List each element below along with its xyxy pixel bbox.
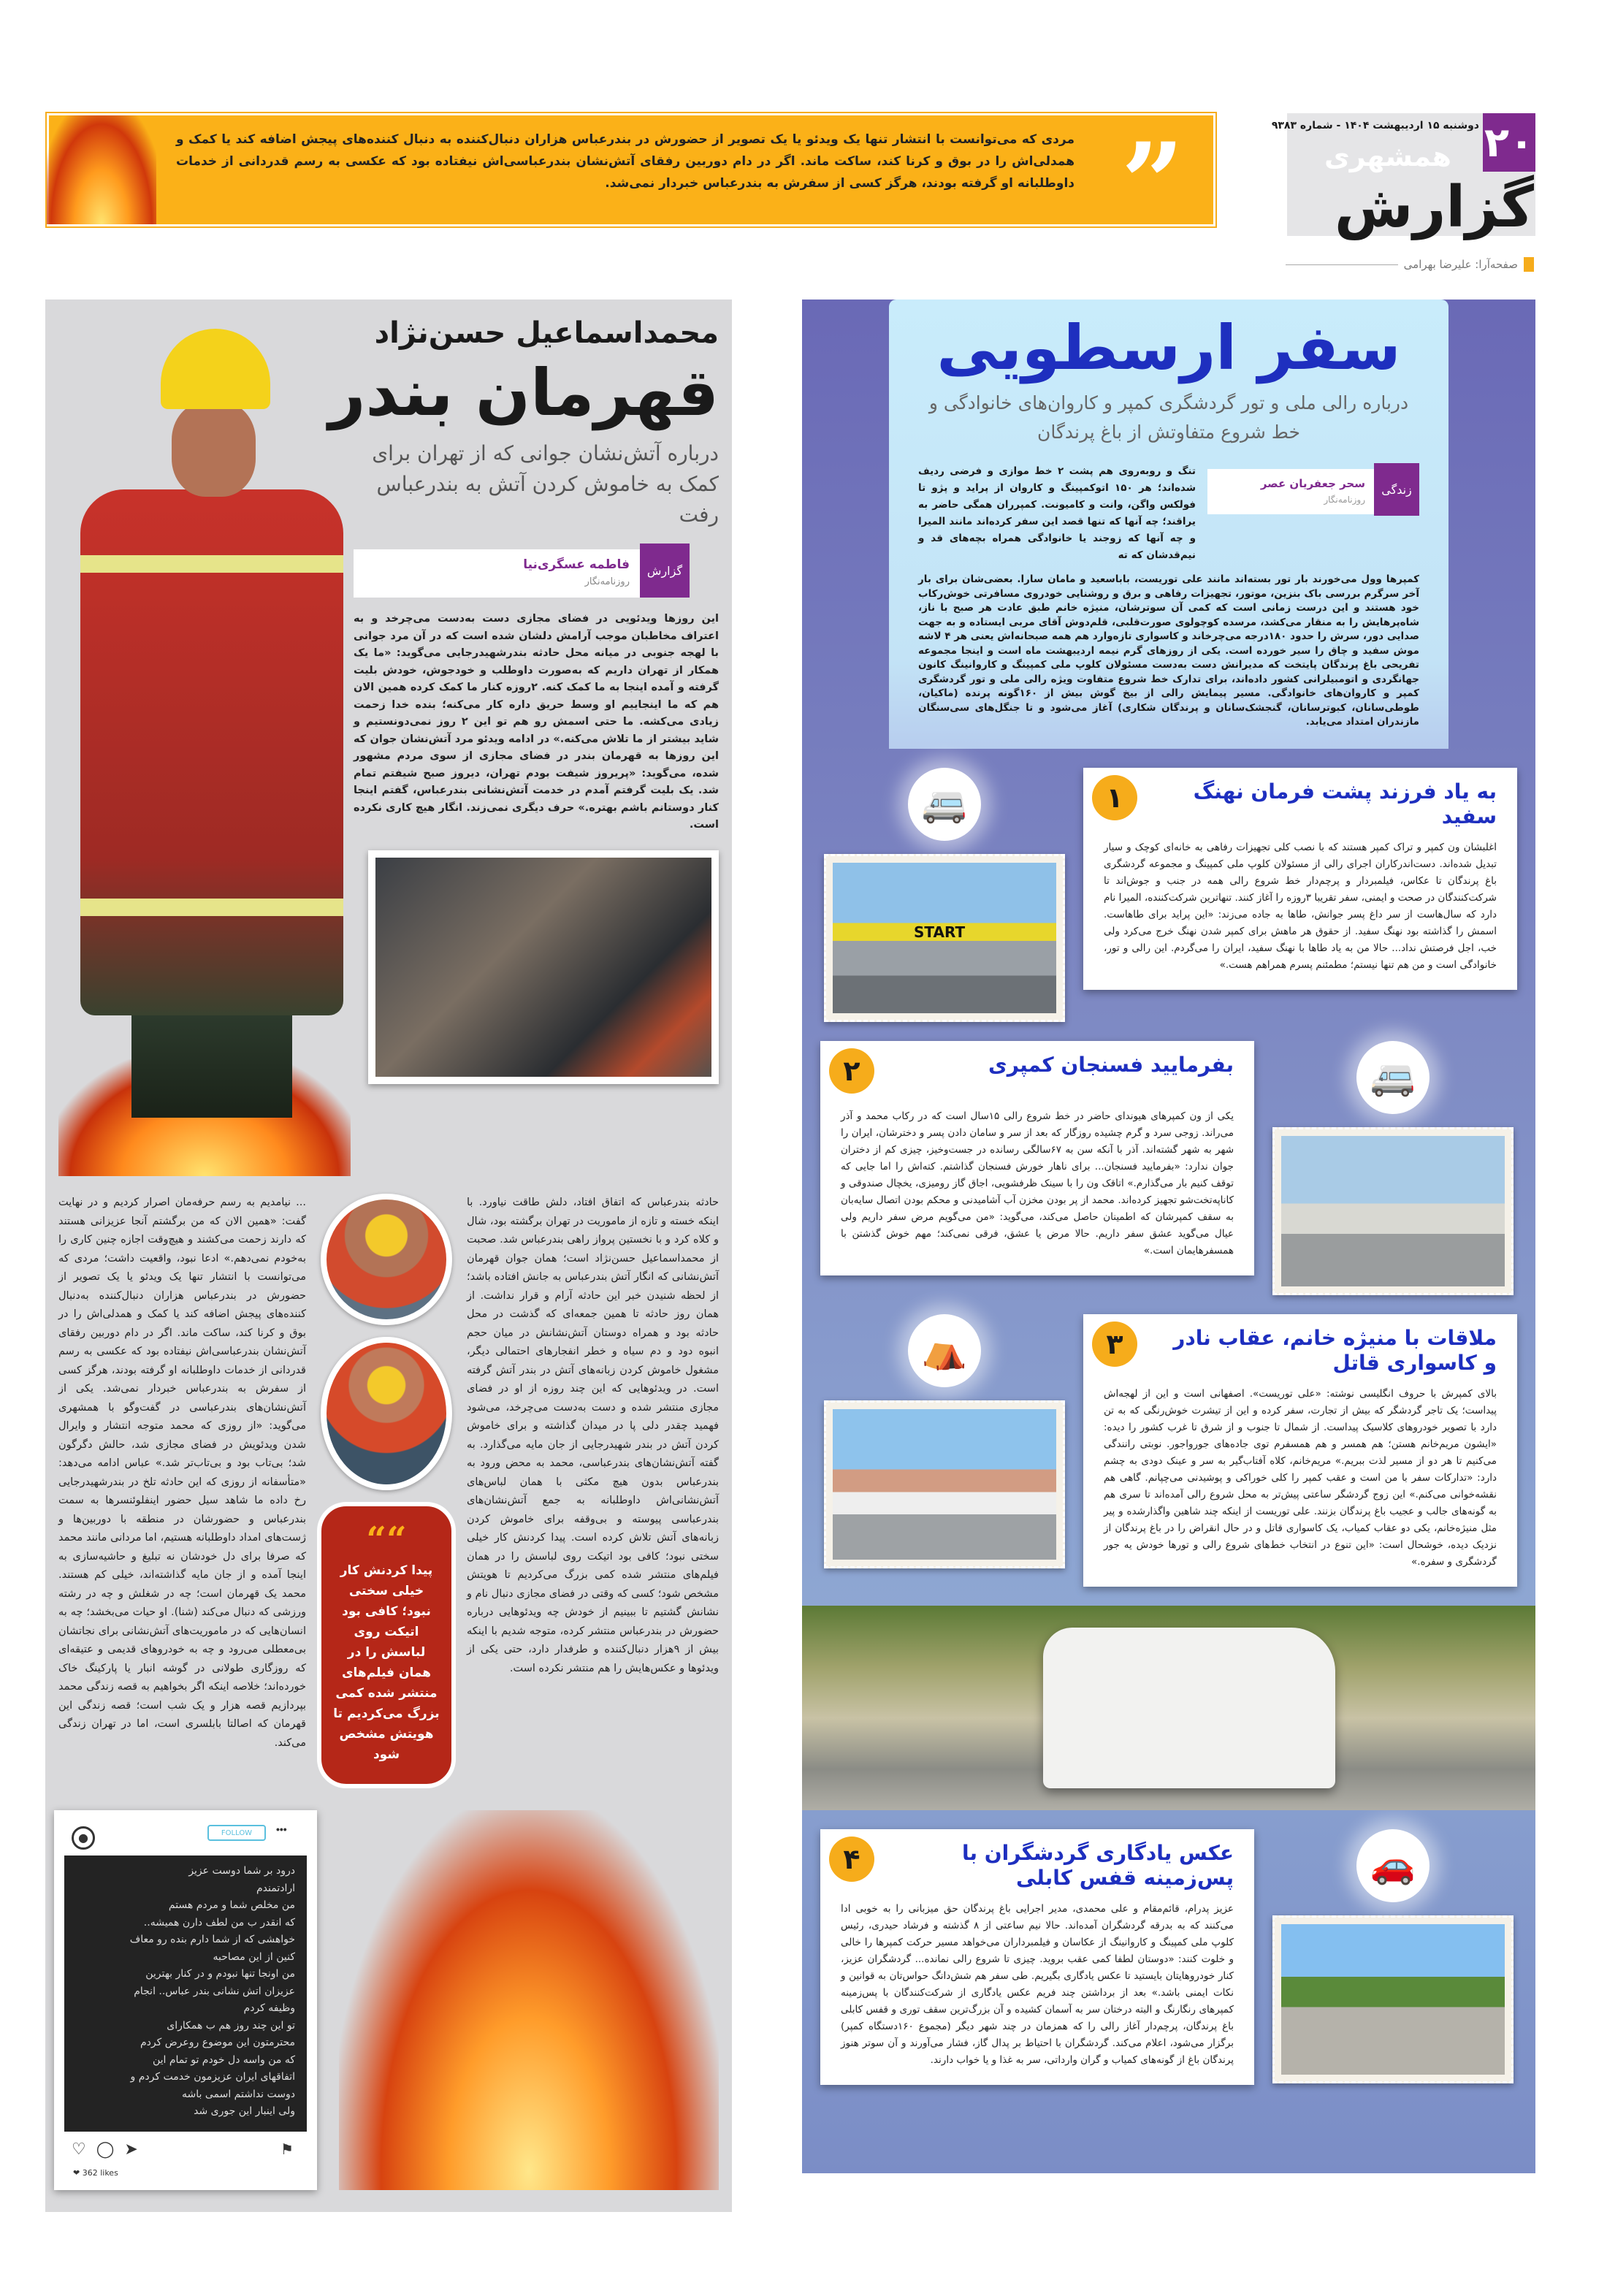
byline-tag: گزارش: [640, 544, 690, 598]
section-heading: ملاقات با منیژه خانم، عقاب نادر و کاسواری قاتل: [1173, 1325, 1497, 1375]
section-text: بالای کمپرش با حروف انگلیسی نوشته: «علی توریست». اصفهانی است و این از لهجه‌اش پیداست؛ یک تاجر گردشگر که بیش از تجارت، سفر کرده و این از تیشرت خوش‌رنگی که به تن دارد با تصویر خودروهای کلاسیک پیداست. از شمال تا جنوب و از شرق تا غرب کشور را دیده: «ایشون مریم‌خانم هستن؛ هم همسر و هم همسفرم توی جاده‌های جورواجور. نوبتی رانندگی می‌کنیم تا هر دو از مسیر لذت ببریم.» مریم‌خانم، کلاه آفتاب‌گیر به سر و عینک دودی به چشم دارد: «تدارکات سفر با من است و عقب کمپر را کلی خوراکی و پوشیدنی می‌چپانم. گاهی هم نقشه‌خوانی می‌کنم.» این زوج گردشگر ساعتی پیش‌تر به محل شروع رالی آمده‌اند تا سری هم به گونه‌های جالب و عجیب باغ پرندگان بزنند. علی توریست از اینکه چند شاهین واگذارشده و پیر مثل منیژه‌خانم، یکی دو عقاب کمیاب، یک کاسواری قاتل و در حال انقراض را در باغ پرندگان از نزدیک دیده، خوشحال است: «این تنوع در انتخاب خط‌های شروع رالی و تورها خودش یه جور گردشگری و سفره.»: [1104, 1387, 1497, 1568]
right-article: [802, 300, 1535, 2173]
photo-column: [820, 768, 1069, 1022]
post-line: عزیزان اتش نشانی بندر عباس.. انجام: [134, 1985, 295, 1997]
article-kicker: محمداسماعیل حسن‌نژاد: [374, 316, 719, 350]
share-icon[interactable]: ➤: [124, 2140, 138, 2159]
byline-box: [354, 549, 690, 598]
pull-quote-text: پیدا کردنش کار خیلی سختی نبود؛ کافی بود اتیکت روی لباسش را در همان فیلم‌های منتشر شده کمی بزرگ می‌کردیم تا هویتش مشخص شود: [333, 1563, 440, 1762]
caravan-icon: 🚐: [908, 768, 981, 841]
left-article: [45, 300, 732, 2212]
newspaper-logo: همشهری: [1324, 140, 1452, 172]
photo-content: [833, 1409, 1056, 1560]
section-text: اغلبشان ون کمپر و تراک کمپر هستند که با نصب کلی تجهیزات رفاهی به خانه‌ای کوچک و سیار تبدیل شده‌اند. دست‌اندرکاران اجرای رالی از مسئولان کلوپ ملی کمپینگ و مجموعه گردشگری باغ پرندگان تا عکاس، فیلمبردار و پرچم‌دار خط شروع رالی همه در جنب و جوش‌اند تا شرکت‌کنندگان در صحت و ایمنی، سفر تقریبا ۳روزه را آغاز کنند. تنهاترین شرکت‌کننده، المیرا نام دارد که سال‌هاست از سر داغ پسر جوانش، طاها به جاده می‌زند: «این پراید برای طاهاست. اسمش را گذاشته بود نهنگ سفید. از حقوق هر ماهش برای کمپر شدن نهنگ خرج می‌کرد ولی خب، اجل فرصتش نداد... حالا من به یاد طاها با نهنگ سفید، ایران را می‌گردم. این رالی و تور، خانوادگی است و من هم تنها نیستم؛ مطمئنم پسرم همراهم هست.»: [1104, 841, 1497, 971]
section-title: گزارش: [1334, 175, 1534, 240]
photo-column: [317, 1194, 456, 1788]
post-line: من مخلص شما و مردم هستم: [168, 1899, 295, 1911]
post-line: درود بر شما دوست عزیز: [188, 1865, 295, 1877]
lead-text-top: تنگ و روبه‌روی هم پشت ۲ خط موازی و فرضی ردیف شده‌اند؛ هر ۱۵۰ اتوکمپینگ و کاروان از پراید و پژو تا فولکس واگن، وانت و کامیونت. کمپرران همگی حاضر به یراقند؛ چه آنها که تنها قصد این سفر کرده‌اند مانند المیرا و چه آنها که زوجند یا خانوادگی همراه بچه‌های قد و نیم‌قدشان که ته: [918, 465, 1196, 561]
banner-quote-text: مردی که می‌توانست با انتشار تنها یک ویدئو یا یک تصویر از حضورش در بندرعباس هزاران دنبال‌کننده به دنبال کننده‌های پیجش اضافه کند یا کمک و همدلی‌اش را در بوق و کرنا کند، ساکت ماند. اگر در دام دوربین رفقای آتش‌نشان بندرعباسی‌اش نیفتاده بود که عکسی به رسم قدردانی از خدمات داوطلبانه او گرفته بودند، هرگز کسی از سفرش به بندرعباس خبردار نمی‌شد.: [176, 132, 1074, 191]
body-column-right: حادثه بندرعباس که اتفاق افتاد، دلش طاقت نیاورد. با اینکه خسته و تازه از ماموریت در تهران برگشته بود، شال و کلاه کرد و با نخستین پرواز راهی بندرعباس شد. صحبت از محمداسماعیل حسن‌نژاد است؛ همان جوان قهرمان آتش‌نشانی که انگار آتش بندرعباس به جانش افتاده باشد؛ از لحظه شنیدن خبر این حادثه آرام و قرار نداشت. از همان روز حادثه تا همین جمعه‌ای که گذشت در محل حادثه بود و همراه دوستان آتش‌نشانش در میان حجم انبوه دود و دم سیاه و خطر انفجارهای احتمالی دیگر، مشغول خاموش کردن زبانه‌های آتش در بندر آتش گرفته است. در ویدئوهایی که این چند روزه از او در فضای مجازی منتشر شده و دست به‌دست می‌چرخد، می‌شود فهمید چقدر دلی پا در میدان گذاشته و برای خاموش کردن آتش در بندر شهیدرجایی از جان مایه می‌گذارد. به گفته آتش‌نشان‌های بندرعباسی، محمد به محض ورود به بندرعباس بدون هیچ مکثی با همان لباس‌های آتش‌نشانی‌اش داوطلبانه به جمع آتش‌نشان‌های بندرعباسی پیوسته و بی‌وقفه برای خاموش کردن زبانه‌های آتش تلاش کرده است. پیدا کردنش کار خیلی سختی نبود؛ کافی بود اتیکت روی لباسش را در همان فیلم‌های منتشر شده کمی بزرگ می‌کردیم تا هویتش مشخص شود؛ کسی که وقتی در فضای مجازی دنبال نام و نشانش گشتیم تا ببینیم از خودش چه ویدئوهایی درباره حضورش در بندرعباس منتشر کرده، متوجه شدیم با اینکه بیش از ۹هزار دنبال‌کننده و طرفدار دارد، حتی یکی از ویدئوها و عکس‌هایش را هم منتشر نکرده است.: [467, 1197, 719, 1674]
camper-vehicle: [1043, 1628, 1335, 1788]
article-title: سفر ارسطویی: [936, 312, 1401, 384]
white-camper-photo: [802, 1606, 1535, 1810]
article-body-row: [58, 1194, 719, 1788]
lead-text: کمپرها وول می‌خورند بار تور بسته‌اند مانند علی توریست، باباسعید و مامان سارا. بعضی‌شان برای بار آخر سرگرم بررسی باک بنزین، موتور، تجهیزات رفاهی و برق و روشنایی خودروی مسافرتی خوش‌رکاب خود هستند و این درست زمانی است که کمی آن سوترشان، منیژه خانم طبق عادت هر صبح با ناز، شاه‌پرهایش را به منقار می‌کشد، مرسده کوچولوی صورت‌قلبی، قلم‌دوش آقای مربی ایستاده و به جهت صدایی دور، سرش را حدود ۱۸۰درجه می‌چرخاند و کاسواری تازه‌وارد هم همه صبحانه‌اش یعنی هر ۴ لاشه موش سفید و چاق را سیر خورده است. یکی از روزهای گرم نیمه اردیبهشت ماه است و اینجا مجموعه تفریحی باغ پرندگان پایتخت که مدیرانش دست به‌دست مسئولان کلوپ ملی کمپینگ و کاروانینگ کانون جهانگردی و اتومبیلرانی کشور داده‌اند، برای تدارک خط شروع متفاوت ویژه رالی ملی و تور گردشگری کمپر و کاروان‌های خانوادگی. مسیر پیمایش رالی از بیخ گوش بیش از ۱۶۰گونه پرنده (ماکیان، طوطی‌سانان، کبوترسانان، گنجشک‌سانان و پرندگان شکاری) آغاز می‌شود و تا جنگل‌های سی‌سنگان مازندران امتداد می‌یابد.: [918, 573, 1420, 728]
section-number-badge: ۴: [829, 1837, 874, 1882]
fire-image: [47, 115, 156, 224]
reflective-stripe: [80, 899, 343, 916]
fire-scene-photo: [368, 850, 719, 1084]
page-number: ۲۰: [1483, 113, 1535, 172]
follow-button[interactable]: FOLLOW: [207, 1825, 266, 1841]
section-row-4: [820, 1829, 1517, 2085]
post-line: کنین از این مصاحبه: [213, 1950, 295, 1963]
byline: [1207, 463, 1419, 516]
byline-tag: زندگی: [1374, 463, 1419, 516]
post-line: تو این چند روز هم ب همکارای: [167, 2019, 295, 2032]
photo-column: [820, 1314, 1069, 1568]
article-head: [328, 314, 719, 1084]
flames-image: [339, 1810, 719, 2190]
section-heading: بفرمایید فسنجان کمپری: [988, 1052, 1234, 1077]
instagram-post: [54, 1810, 317, 2190]
campers-lineup-photo: [1272, 1127, 1514, 1295]
likes-count: ❤ 362 likes: [73, 2168, 118, 2178]
post-line: خواهشی که از شما دارم بنده رو معاف: [129, 1934, 295, 1945]
post-line: ولی اینبار این جوری شد: [194, 2105, 295, 2117]
credit-marker-icon: [1524, 257, 1534, 272]
photo-column: [1269, 1829, 1517, 2083]
author-role: روزنامه‌نگار: [584, 576, 630, 587]
section-note-3: [1083, 1314, 1517, 1587]
heart-icon[interactable]: ♡: [72, 2140, 86, 2159]
article-bottom-row: [58, 1810, 719, 2190]
likes-text: 362 likes: [82, 2168, 118, 2178]
pull-quote-bubble: [317, 1502, 456, 1788]
group-photo-vans: [1272, 1915, 1514, 2083]
section-text: یکی از ون کمپرهای هیوندای حاضر در خط شروع رالی ۱۵سال است که در رکاب محمد و آذر می‌راند. زوجی سرد و گرم چشیده روزگار که بعد از سر و سامان دادن پسر و دخترشان، ایران را شهر به شهر گشته‌اند. آذر با آنکه سن به ۶۷سالگی رسانده در جست‌وخیز، چیزی کم از دختران جوان ندارد: «بفرمایید فسنجان... برای ناهار خورش فسنجان گذاشتم. کته‌اش را اما جایی که توقف کنیم بار می‌گذارم.» اتاقک ون را با سینک ظرفشویی، اجاق گاز رومیزی، یخچال صندوقی و کاناپه‌تخت‌شو تجهیز کرده‌اند. محمد از پر بودن مخزن آب آشامیدنی و محکم بودن اتصال سایه‌بان به سقف کمپرشان که اطمینان حاصل می‌کند، می‌گوید: «من می‌گویم مرض سفر داریم ولی عیال می‌گوید عشق سفر داریم. حالا مرض یا عشق، فرقی نمی‌کند؛ مهم خوش گذشتن با همسفرهایمان است.»: [841, 1110, 1234, 1256]
post-actions: [72, 2140, 138, 2159]
parking-lot-photo: [824, 1400, 1065, 1568]
photo-content: [375, 858, 711, 1077]
section-heading: به یاد فرزند پشت فرمان نهنگ سفید: [1193, 779, 1497, 828]
section-row-3: [820, 1314, 1517, 1587]
author-name: فاطمه عسگری‌نیا: [523, 557, 630, 572]
post-line: من اونجا تنها نبودم و در کنار بهترین: [145, 1968, 295, 1980]
firefighter-photo: [58, 314, 351, 1176]
layout-credit-text: صفحه‌آرا: علیرضا بهرامی: [1403, 258, 1518, 271]
helmet: [161, 329, 270, 409]
article-subtitle: درباره آتش‌نشان جوانی که از تهران برای کمک به خاموش کردن آتش به بندرعباس رفت: [372, 441, 719, 527]
post-content: [64, 1856, 307, 2132]
lead-row: [918, 463, 1419, 564]
start-arch-photo: [824, 854, 1065, 1022]
author-role: روزنامه‌نگار: [1324, 495, 1365, 505]
byline: [354, 544, 690, 598]
article-subtitle: درباره رالی ملی و تور گردشگری کمپر و کاروان‌های خانوادگی و خط شروع متفاوتش از باغ پرندگان: [928, 392, 1409, 443]
post-line: دوست نداشتم اسمی باشه: [181, 2088, 295, 2100]
section-note-2: [820, 1041, 1254, 1275]
article-intro: این روزها ویدئویی در فضای مجازی دست به‌دست می‌چرخد و به اعتراف مخاطبان موجب آرامش دلشان شده است که در آن مرد جوانی با لهجه جنوبی در میانه محل حادثه بندرشهیدرجایی می‌گوید: «ما یک همکار از تهران داریم که به‌صورت داوطلب و خودجوش، خودش بلیت گرفته و آمده اینجا به ما کمک کنه. ۲روزه کنار ما کمک کرده همین الان هم که ما اینجاییم او وسط حریق داره کار می‌کنه؛ بنده خدا زحمت زیادی می‌کشه. ما حتی اسمش رو هم تو این ۲ روز نمی‌دونستیم و شاید بیشتر از ما تلاش می‌کنه.» در ادامه ویدئو مرد آتش‌نشان جوان که این روزها به قهرمان بندر در فضای مجازی از سوی مردم مشهور شده، می‌گوید: «پریروز شیفت بودم تهران، دیروز صبح شیفتم تمام شد. یک بلیت گرفتم آمدم در خدمت آتش‌نشانی بندرعباس، گفتم اینجا کنار دوستانم باشم بهتره.» حرف دیگری نمی‌زند. انگار هیچ کاری نکرده است.: [354, 613, 719, 831]
section-note-4: [820, 1829, 1254, 2085]
intro-card: [889, 300, 1448, 749]
bookmark-icon[interactable]: ⚑: [280, 2142, 294, 2158]
photo-content: [1281, 1924, 1505, 2075]
avatar-icon: ●: [72, 1826, 95, 1850]
more-options-icon[interactable]: •••: [276, 1823, 287, 1835]
firefighter-boots: [131, 1015, 292, 1118]
photo-column: [1269, 1041, 1517, 1295]
reflective-stripe: [80, 555, 343, 573]
section-number-badge: ۲: [829, 1048, 874, 1094]
section-number-badge: ۳: [1092, 1321, 1137, 1367]
section-row-2: [820, 1041, 1517, 1295]
section-row-1: [820, 768, 1517, 1022]
layout-credit: [1286, 257, 1534, 272]
quote-banner: [47, 113, 1215, 248]
start-sign-text: START: [914, 923, 966, 941]
section-number-badge: ۱: [1092, 775, 1137, 820]
firefighter-action-photo: [321, 1337, 452, 1490]
date-issue: دوشنبه ۱۵ اردیبهشت ۱۴۰۴ - شماره ۹۳۸۳: [1271, 120, 1479, 131]
post-line: که من واسه دل خودم تو تمام این: [152, 2053, 295, 2066]
section-heading: عکس یادگاری گردشگران با پس‌زمینه قفس کابلی: [961, 1840, 1234, 1890]
post-line: وظیفه کردم: [243, 2002, 295, 2014]
firefighter-portrait-photo: [321, 1194, 452, 1325]
author-name: سحر جعفریان عصر: [1260, 477, 1365, 490]
post-line: محترمتون این موضوع روعرض کردم: [140, 2037, 295, 2048]
post-line: اتفاقهای ایران عزیزمون خدمت کردم و: [130, 2071, 295, 2083]
section-note-1: [1083, 768, 1517, 990]
article-title: قهرمان بندر: [328, 355, 719, 430]
post-line: که انقدر ب من لطف دارن همیشه..: [143, 1916, 295, 1929]
article-head-row: [58, 314, 719, 1176]
photo-content: [1281, 1136, 1505, 1286]
post-line: ارادتمندم: [256, 1882, 295, 1894]
firefighter-face: [172, 402, 256, 497]
comment-icon[interactable]: ◯: [96, 2140, 115, 2159]
forest-tent-icon: ⛺: [908, 1314, 981, 1387]
body-column-left: ... نیامدیم به رسم حرفه‌مان اصرار کردیم و در نهایت گفت: «همین الان که من برگشتم آنجا عزیزانی هستند که دارند زحمت می‌کشند و هیچ‌وقت اجازه چنین کاری را به‌خودم نمی‌دهم.» ادعا نبود، واقعیت داشت؛ مردی که می‌توانست با انتشار تنها یک ویدئو یا یک تصویر از حضورش در بندرعباس هزاران دنبال‌کننده به‌دنبال کننده‌های پیجش اضافه کند یا کمک و همدلی‌اش را در بوق و کرنا کند، ساکت ماند. اگر در دام دوربین رفقای آتش‌نشان بندرعباسی‌اش نیفتاده بود که عکسی به رسم قدردانی از خدمات داوطلبانه او گرفته بودند، هرگز کسی از سفرش به بندرعباس خبردار نمی‌شد. یکی از آتش‌نشان‌های بندرعباسی در گفت‌وگو با همشهری می‌گوید: «از روزی که محمد متوجه انتشار و وایرال شدن ویدئویش در فضای مجازی شد، حالش دگرگون شد؛ بی‌تاب بود و بی‌تاب‌تر شد.» عباس ادامه می‌دهد: «متأسفانه از روزی که این حادثه تلخ در بندرشهیدرجایی رخ داده ما شاهد سیل حضور اینفلوئنسرها به سمت بندرعباس و حضورشان در منطقه با دوربین‌ها و ژست‌های امداد داوطلبانه هستیم، اما مردانی مانند محمد که صرفا برای دل خودشان نه تبلیغ و حاشیه‌سازی به اینجا آمده و از جان مایه گذاشته‌اند، خیلی کم هستند. محمد یک قهرمان است؛ چه در شغلش و چه در رشته ورزشی که دنبال می‌کند (شنا). او حیات می‌بخشد؛ چه به انسان‌هایی که در ماموریت‌های آتش‌نشانی برای نجاتشان بی‌معطلی می‌رود و چه به خودروهای قدیمی و عتیقه‌ای که روزگاری طولانی در گوشه انبار یا پارکینگ خاک خورده‌اند؛ خلاصه اینکه اگر بخواهیم به قصه زندگی محمد بپردازیم قصه هزار و یک شب است؛ قصه زندگی این قهرمان که اصالتا بابلسری است، اما در تهران زندگی می‌کند.: [58, 1197, 306, 1749]
divider: [1286, 264, 1398, 265]
quote-mark-icon: ”: [1121, 119, 1184, 248]
quote-mark-icon: ““: [366, 1519, 407, 1560]
car-trailer-icon: 🚗: [1356, 1829, 1429, 1902]
camper-van-icon: 🚐: [1356, 1041, 1429, 1114]
section-text: عزیز پدرام، قائم‌مقام و علی محمدی، مدیر اجرایی باغ پرندگان حق میزبانی را به خوبی ادا می‌کنند که به بدرقه گردشگران آمده‌اند. حالا نیم ساعتی از ۸ گذشته و فرشاد حیدری، رئیس کلوپ ملی کمپینگ و کاروانینگ از عکاسان و فیلمبرداران می‌خواهد مسیر حرکت کمپرها را خالی و خلوت کنند: «دوستان لطفا کمی عقب بروید. چیزی تا شروع رالی نمانده... گردشگران عزیز، کنار خودروهایتان بایستید تا عکس یادگاری بگیریم. طی سفر هم شش‌دانگ حواس‌تان به قوانین و نکات ایمنی باشد.» بعد از برداشتن چند فریم عکس یادگاری از شرکت‌کنندگان با پس‌زمینه کمپرهای رنگارنگ و البته درختان سر به آسمان کشیده و آن بزرگ‌ترین سقف توری و قفس کابلی باغ پرندگان، پرچم‌دار آغاز رالی را که همزمان در چند شهر دیگر (مجموع ۱۶۰دستگاه کمپر) برگزار می‌شود، اعلام می‌کند. گردشگران با احتیاط بر پدال گاز، فشار می‌آورند و آن سوتر هنوز پرندگان باغ از گونه‌های کمیاب و گران وارداتی، سر به غذا و یا خواب دارند.: [841, 1902, 1234, 2066]
